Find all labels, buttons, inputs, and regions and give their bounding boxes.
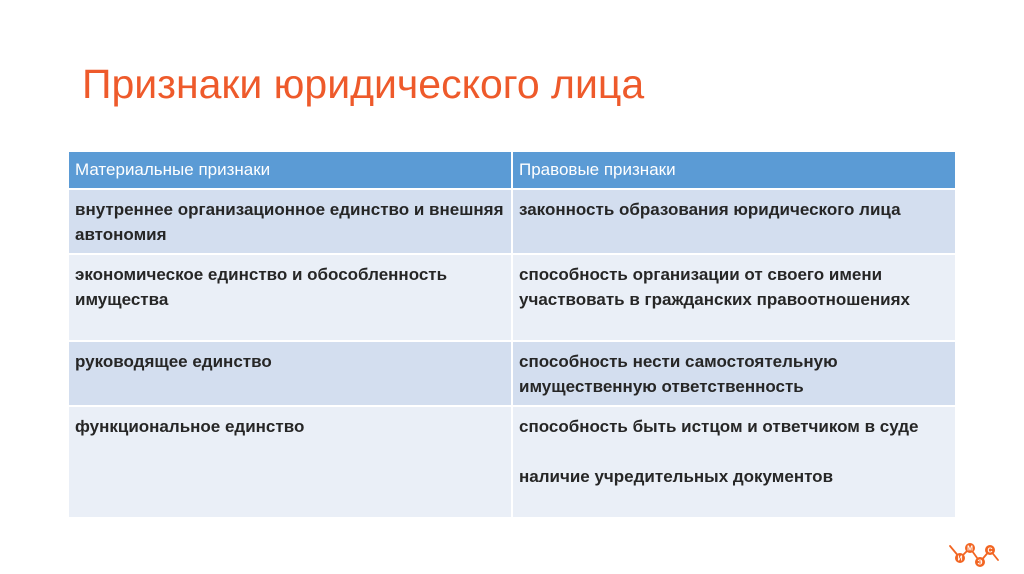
legal-cell [512, 406, 955, 517]
table-header-row [69, 152, 955, 189]
cell-text: способность организации от своего имени участвовать в гражданских правоотношениях [519, 265, 910, 309]
cell-text: законность образования юридического лица [519, 200, 901, 219]
logo-letter: Э [977, 559, 983, 567]
material-cell [69, 254, 512, 341]
header-material: Материальные признаки [69, 152, 512, 189]
imes-logo [948, 536, 1000, 568]
legal-cell [512, 254, 955, 341]
material-cell [69, 189, 512, 254]
material-cell [69, 406, 512, 517]
cell-text: способность нести самостоятельную имущественную ответственность [519, 352, 838, 396]
cell-extra-text: наличие учредительных документов [519, 467, 834, 486]
cell-text: способность быть истцом и ответчиком в суде [519, 417, 919, 436]
table-row [69, 341, 955, 406]
slide-title: Признаки юридического лица [82, 61, 645, 107]
table-row [69, 189, 955, 254]
legal-cell [512, 189, 955, 254]
cell-text: руководящее единство [75, 352, 272, 371]
legal-cell [512, 341, 955, 406]
logo-letter: И [957, 555, 963, 563]
table-row [69, 406, 955, 517]
cell-text: экономическое единство и обособленность имущества [75, 265, 448, 309]
header-legal: Правовые признаки [512, 152, 955, 189]
signs-table [69, 152, 955, 517]
cell-text: функциональное единство [75, 417, 305, 436]
material-cell [69, 341, 512, 406]
table-row [69, 254, 955, 341]
logo-letter: С [987, 547, 993, 555]
cell-text: внутреннее организационное единство и внешняя автономия [75, 200, 504, 244]
logo-letter: М [967, 545, 973, 553]
